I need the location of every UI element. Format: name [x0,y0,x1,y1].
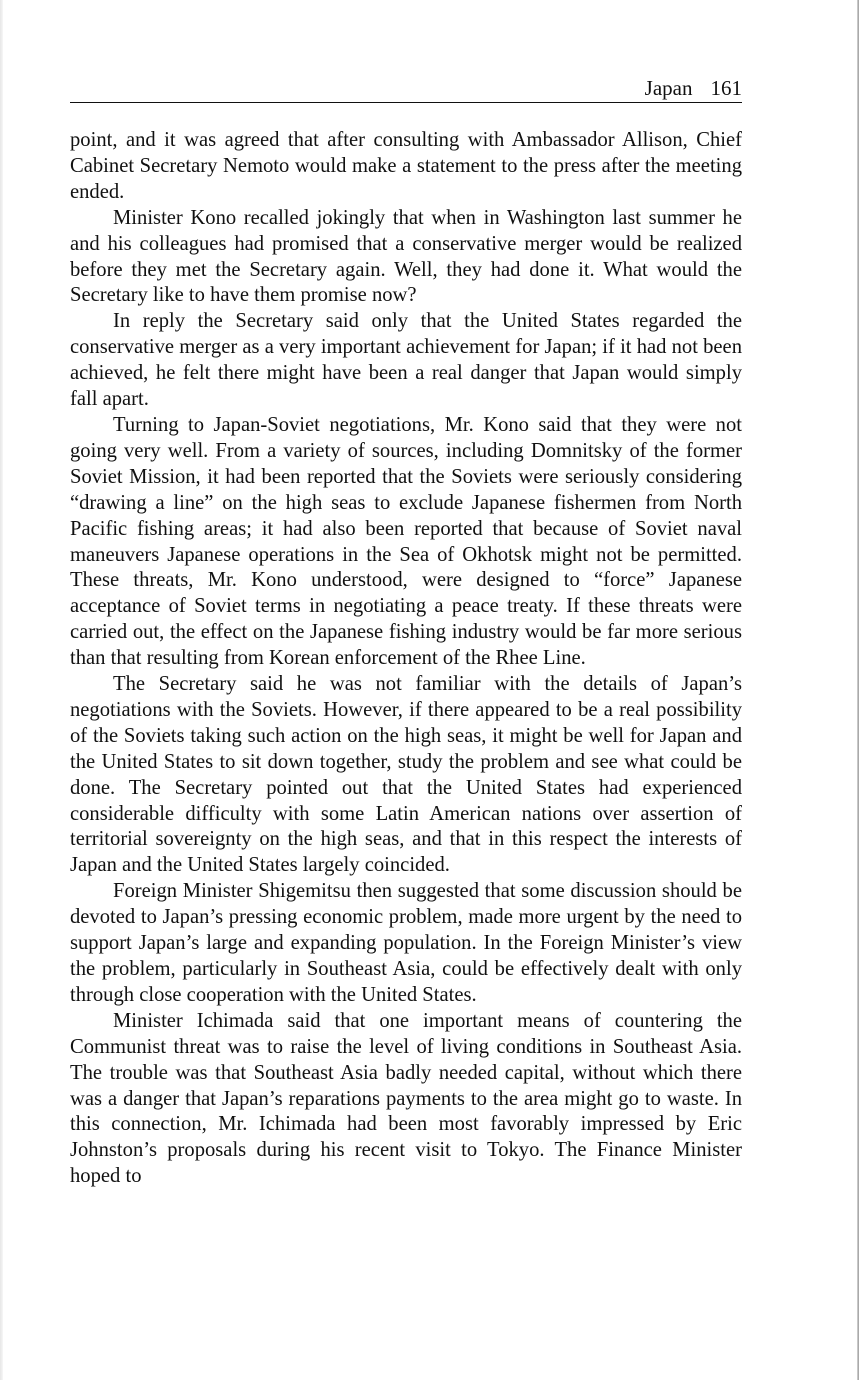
page-number: 161 [710,76,742,100]
paragraph-4: Turning to Japan-Soviet negotiations, Mr. Kono said that they were not going very well. From a variety of sources, including Domnitsky of the former Soviet Mission, it had been reported that the Soviets were seriously considering “drawing a line” on the high seas to exclude Japanese fishermen from North Pacific fishing areas; it had also been reported that because of Soviet naval maneuvers Japanese operations in the Sea of Okhotsk might not be permitted. These threats, Mr. Kono understood, were designed to “force” Japanese acceptance of Soviet terms in negotiating a peace treaty. If these threats were carried out, the effect on the Japanese fishing industry would be far more serious than that resulting from Korean enforcement of the Rhee Line. [70,413,742,670]
paragraph-3: In reply the Secretary said only that the United States regarded the conservative merger as a very important achievement for Japan; if it had not been achieved, he felt there might have been a real danger that Japan would simply fall apart. [70,310,742,411]
body-text [70,128,742,1190]
page-edge-right [857,0,859,1380]
section-title: Japan [644,76,693,100]
paragraph-5: The Secretary said he was not familiar with the details of Japan’s negotiations with the Soviets. However, if there appeared to be a real possibility of the Soviets taking such action on the high seas, it might be well for Japan and the United States to sit down together, study the problem and see what could be done. The Secretary pointed out that the United States had experienced considerable difficulty with some Latin American nations over assertion of territorial sovereignty on the high seas, and that in this respect the interests of Japan and the United States largely coincided. [70,673,742,877]
page-edge-left [0,0,3,1380]
running-head [70,74,742,103]
paragraph-2: Minister Kono recalled jokingly that when in Washington last summer he and his colleagues had promised that a conservative merger would be realized before they met the Secretary again. Well, they had done it. What would the Secretary like to have them promise now? [70,206,742,307]
paragraph-6: Foreign Minister Shigemitsu then suggested that some discussion should be devoted to Japan’s pressing economic problem, made more urgent by the need to support Japan’s large and expanding population. In the Foreign Minister’s view the problem, particularly in Southeast Asia, could be effectively dealt with only through close cooperation with the United States. [70,880,742,1006]
paragraph-7: Minister Ichimada said that one important means of countering the Communist threat was to raise the level of living conditions in Southeast Asia. The trouble was that Southeast Asia badly needed capital, without which there was a danger that Japan’s reparations payments to the area might go to waste. In this connection, Mr. Ichimada had been most favorably impressed by Eric Johnston’s proposals during his recent visit to Tokyo. The Finance Minister hoped to [70,1009,742,1188]
paragraph-1: point, and it was agreed that after consulting with Ambassador Allison, Chief Cabinet Secretary Nemoto would make a statement to the press after the meeting ended. [70,129,742,203]
